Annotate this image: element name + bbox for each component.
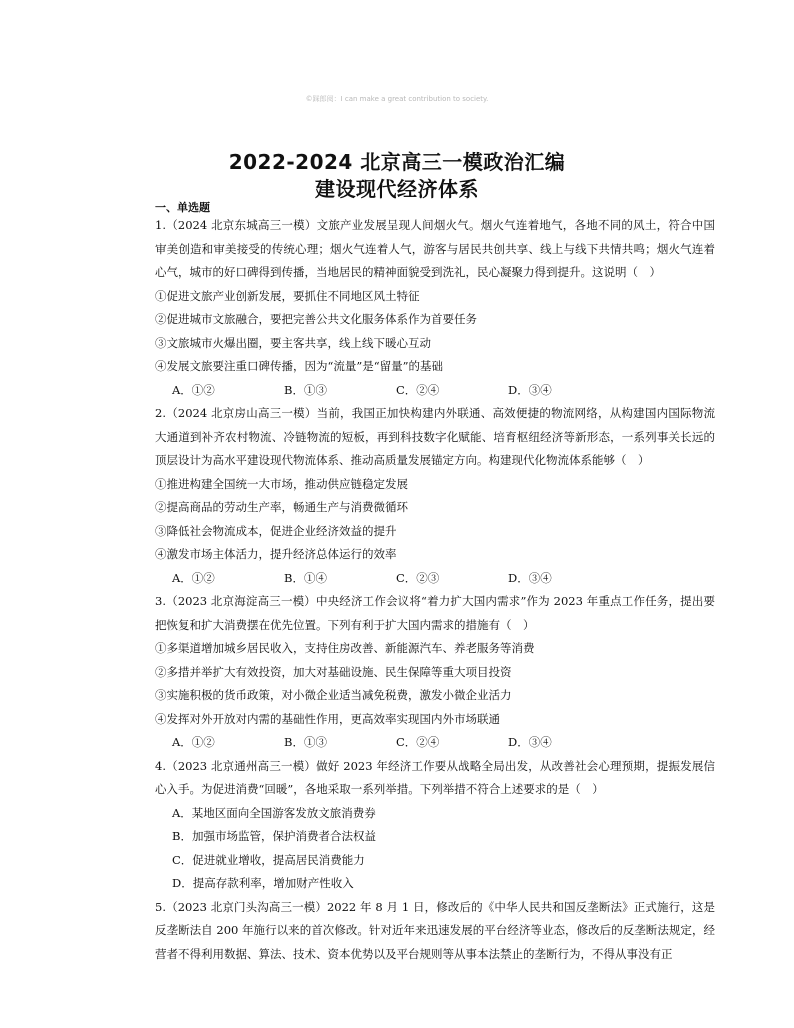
option-d[interactable]: D．③④: [508, 735, 552, 749]
option-b[interactable]: B．加强市场监管，保护消费者合法权益: [172, 829, 376, 843]
question-list: [155, 214, 715, 966]
statement-item: ②促进城市文旅融合，要把完善公共文化服务体系作为首要任务: [155, 312, 477, 326]
option-b[interactable]: B．①③: [284, 382, 327, 397]
option-c[interactable]: C．促进就业增收，提高居民消费能力: [172, 852, 365, 867]
option-a[interactable]: A．①②: [172, 570, 215, 585]
watermark: ©踩郎阅：I can make a great contribution to society.: [305, 95, 489, 103]
option-a[interactable]: A．①②: [172, 382, 215, 397]
question-stem: 5.（2023 北京门头沟高三一模）2022 年 8 月 1 日，修改后的《中华人民共和国反垄断法》正式施行，这是反垄断法自 200 年施行以来的首次修改。针对近年来迅速发展的平台经济等业态，修改后的反垄断法规定，经营者不得利用数据、算法、技术、资本优势以及平台规则等从事本法禁止的垄断行为，不得从事没有正: [155, 899, 715, 961]
question-4: [155, 755, 715, 896]
option-a[interactable]: A．某地区面向全国游客发放文旅消费券: [172, 805, 376, 820]
option-c[interactable]: C．②④: [396, 735, 440, 749]
statement-item: ①推进构建全国统一大市场，推动供应链稳定发展: [155, 476, 408, 491]
option-d[interactable]: D．提高存款利率，增加财产性收入: [172, 876, 354, 890]
question-stem: 2.（2024 北京房山高三一模）当前，我国正加快构建内外联通、高效便捷的物流网络，从构建国内国际物流大通道到补齐农村物流、冷链物流的短板，再到科技数字化赋能、培育枢纽经济等新形态，一系列事关长远的顶层设计为高水平建设现代物流体系、推动高质量发展锚定方向。构建现代化物流体系能够（ ）: [155, 406, 715, 467]
statement-item: ④激发市场主体活力，提升经济总体运行的效率: [155, 547, 397, 561]
statement-item: ③文旅城市火爆出圈，要主客共享，线上线下暖心互动: [155, 335, 431, 350]
question-stem: 1.（2024 北京东城高三一模）文旅产业发展呈现人间烟火气。烟火气连着地气，各地不同的风土，符合中国审美创造和审美接受的传统心理；烟火气连着人气，游客与居民共创共享、线上与线下共情共鸣；烟火气连着心气，城市的好口碑得到传播，当地居民的精神面貌受到洗礼，民心凝聚力得到提升。这说明（ ）: [155, 218, 715, 279]
question-stem: 4.（2023 北京通州高三一模）做好 2023 年经济工作要从战略全局出发，从改善社会心理预期，提振发展信心入手。为促进消费“回暖”，各地采取一系列举措。下列举措不符合上述要求的是（ ）: [155, 758, 715, 796]
statement-item: ②提高商品的劳动生产率，畅通生产与消费微循环: [155, 500, 408, 514]
statement-item: ③实施积极的货币政策，对小微企业适当减免税费，激发小微企业活力: [155, 688, 512, 702]
statement-item: ④发挥对外开放对内需的基础性作用，更高效率实现国内外市场联通: [155, 711, 500, 726]
option-a[interactable]: A．①②: [172, 735, 215, 749]
answer-options: [155, 379, 715, 403]
statement-item: ③降低社会物流成本，促进企业经济效益的提升: [155, 523, 397, 538]
question-1: [155, 214, 715, 402]
option-d[interactable]: D．③④: [508, 382, 552, 397]
document-title: 2022-2024 北京高三一模政治汇编: [228, 150, 566, 174]
question-2: [155, 402, 715, 590]
statement-item: ①促进文旅产业创新发展，要抓住不同地区风土特征: [155, 288, 420, 303]
question-5: [155, 896, 715, 967]
answer-options: [155, 567, 715, 591]
statement-item: ②多措并举扩大有效投资，加大对基础设施、民生保障等重大项目投资: [155, 664, 512, 679]
option-c[interactable]: C．②③: [396, 570, 440, 585]
answer-options: [155, 731, 715, 755]
question-3: [155, 590, 715, 755]
section-heading: 一、单选题: [155, 201, 210, 214]
option-d[interactable]: D．③④: [508, 570, 552, 585]
option-b[interactable]: B．①④: [284, 570, 327, 585]
statement-item: ④发展文旅要注重口碑传播，因为“流量”是“留量”的基础: [155, 359, 444, 373]
question-stem: 3.（2023 北京海淀高三一模）中央经济工作会议将“着力扩大国内需求”作为 2023 年重点工作任务，提出要把恢复和扩大消费摆在优先位置。下列有利于扩大国内需求的措施有（ ）: [155, 594, 715, 632]
option-c[interactable]: C．②④: [396, 382, 440, 397]
statement-item: ①多渠道增加城乡居民收入，支持住房改善、新能源汽车、养老服务等消费: [155, 641, 535, 655]
option-b[interactable]: B．①③: [284, 735, 327, 749]
document-subtitle: 建设现代经济体系: [315, 177, 479, 201]
